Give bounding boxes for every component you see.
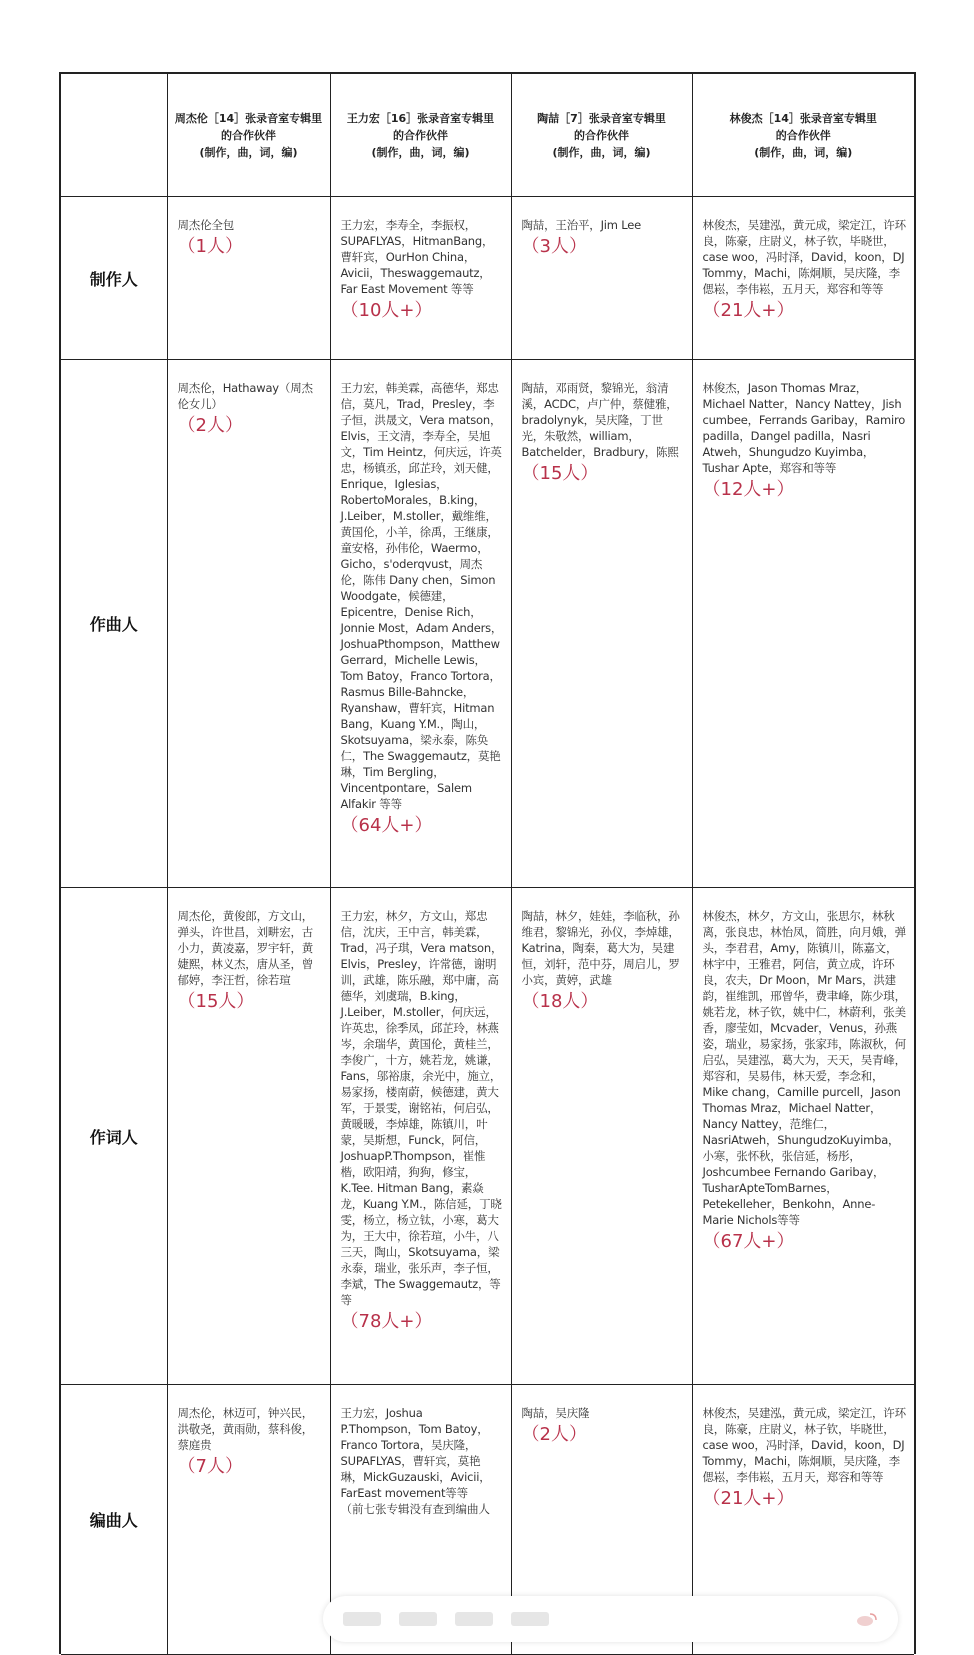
count-label: （12人+） — [702, 479, 795, 500]
names-list: 林俊杰，吴建泓，黄元成，梁定江，许环良，陈豪，庄尉义，林子钦，毕晓世，case woo，冯时泽，David，koon，DJ Tommy，Machi，陈炯顺，吴庆隆，李偲崧，李伟崧，五月天，郑容和等等 — [702, 218, 906, 296]
header-wang-leehom — [330, 74, 511, 197]
names-list: 陶喆，王治平，Jim Lee — [521, 218, 641, 232]
note-text: （前七张专辑没有查到编曲人 — [340, 1502, 490, 1516]
count-label: （2人） — [177, 415, 243, 436]
count-label: （67人+） — [702, 1231, 795, 1252]
row-composers — [61, 360, 914, 888]
names-list: 周杰伦，Hathaway（周杰伦女儿） — [177, 381, 313, 411]
table-cell — [167, 197, 330, 360]
header-line: 陶喆［7］张录音室专辑里 — [537, 111, 666, 125]
header-line: (制作，曲，词，编) — [371, 145, 470, 159]
table-cell — [511, 888, 692, 1385]
header-jay-chou — [167, 74, 330, 197]
header-david-tao — [511, 74, 692, 197]
count-label: （78人+） — [340, 1311, 433, 1332]
watermark-overlay — [323, 1596, 898, 1642]
watermark-block — [343, 1612, 381, 1626]
watermark-logo-icon — [856, 1611, 878, 1627]
names-list: 王力宏，林夕，方文山，郑忠信，沈庆，王中言，韩美霖，Trad，冯子琪，Vera matson，Elvis，Presley，许常德，谢明训，武雄，陈乐融，郑中庸，高德华，刘虞瑞，B.king，J.Leiber，M.stoller，何庆远，许英忠，徐季凤，邱芷玲，林燕岑，余瑞华，黄国伦，黄桂兰，李俊广，十方，姚若龙，姚谦，Fans，邬裕康，余光中，施立，易家扬，楼南蔚，候德建，黄大军，于景雯，谢铭祐，何启弘，黄暖暖，李焯雄，陈镇川，叶蒙，吴斯想，Funck，阿信，JoshuapP.Thompson，崔惟楷，欧阳靖，狗狗，修宝，K.Tee. Hitman Bang，素焱龙，Kuang Y.M.，陈信延，丁晓雯，杨立，杨立钛，小寒，葛大为，王大中，徐若瑄，小牛，八三天，陶山，Skotsuyama，梁永泰，瑞业，张乐声，李子恒，李斌，The Swaggemautz，等等 — [340, 909, 503, 1307]
header-line: 周杰伦［14］张录音室专辑里 — [174, 111, 323, 125]
names-list: 周杰伦，黄俊郎，方文山，弹头，许世昌，刘畊宏，古小力，黄凌嘉，罗宇轩，黄婕熙，林义杰，唐从圣，曾郁婷，李汪哲，徐若瑄 — [177, 909, 314, 987]
names-list: 周杰伦全包 — [177, 218, 234, 232]
names-list: 周杰伦，林迈可，钟兴民，洪敬尧，黄雨勋，蔡科俊，蔡庭贵 — [177, 1406, 314, 1452]
header-line: 的合作伙伴 — [393, 128, 448, 142]
header-jj-lin — [692, 74, 914, 197]
header-line: 王力宏［16］张录音室专辑里 — [346, 111, 495, 125]
row-lyricists — [61, 888, 914, 1385]
count-label: （10人+） — [340, 300, 433, 321]
header-line: 的合作伙伴 — [221, 128, 276, 142]
table-cell — [692, 360, 914, 888]
count-label: （18人） — [521, 991, 599, 1012]
collaborators-table — [61, 74, 914, 1655]
count-label: （2人） — [521, 1424, 587, 1445]
names-list: 陶喆，林夕，娃娃，李临秋，孙维君，黎锦光，孙仪，李焯雄，Katrina，陶秦，葛大为，吴建恒，刘轩，范中芬，周启儿，罗小宾，黄婷，武雄 — [521, 909, 680, 987]
names-list: 王力宏，Joshua P.Thompson，Tom Batoy，Franco Tortora，吴庆隆，SUPAFLYAS，曹轩宾，莫艳琳，MickGuzauski，Avicii，FarEast movement等等 — [340, 1406, 491, 1500]
count-label: （7人） — [177, 1456, 243, 1477]
table-cell — [167, 888, 330, 1385]
watermark-block — [399, 1612, 437, 1626]
row-label: 制作人 — [61, 197, 167, 360]
table-cell — [167, 360, 330, 888]
count-label: （15人） — [521, 463, 599, 484]
row-label: 编曲人 — [61, 1385, 167, 1655]
names-list: 王力宏，李寿全，李振权，SUPAFLYAS，HitmanBang，曹轩宾，OurHon China，Avicii，Theswaggemautz，Far East Movement 等等 — [340, 218, 494, 296]
table-cell — [692, 197, 914, 360]
table-cell — [511, 360, 692, 888]
count-label: （1人） — [177, 236, 243, 257]
table-cell — [330, 360, 511, 888]
header-line: (制作，曲，词，编) — [199, 145, 298, 159]
header-line: (制作，曲，词，编) — [552, 145, 651, 159]
count-label: （21人+） — [702, 300, 795, 321]
header-line: 的合作伙伴 — [775, 128, 831, 142]
names-list: 林俊杰，吴建泓，黄元成，梁定江，许环良，陈豪，庄尉义，林子钦，毕晓世，case woo，冯时泽，David，koon，DJ Tommy，Machi，陈炯顺，吴庆隆，李偲崧，李伟崧，五月天，郑容和等等 — [702, 1406, 906, 1484]
table-cell — [330, 888, 511, 1385]
comparison-table-frame — [59, 72, 916, 1654]
table-cell — [511, 197, 692, 360]
table-cell — [692, 888, 914, 1385]
header-line: 林俊杰［14］张录音室专辑里 — [729, 111, 877, 125]
names-list: 陶喆，吴庆隆 — [521, 1406, 590, 1420]
watermark-block — [455, 1612, 493, 1626]
count-label: （3人） — [521, 236, 587, 257]
table-cell — [167, 1385, 330, 1655]
row-label: 作词人 — [61, 888, 167, 1385]
header-line: 的合作伙伴 — [574, 128, 629, 142]
header-line: (制作，曲，词，编) — [754, 145, 853, 159]
names-list: 林俊杰，Jason Thomas Mraz，Michael Natter，Nancy Nattey，Jish cumbee，Ferrands Garibay，Ramiro padilla，Dangel padilla，Nasri Atweh，Shungudzo Kuyimba，Tushar Apte，郑容和等等 — [702, 381, 906, 475]
names-list: 陶喆，邓雨贤，黎锦光，翁清溪，ACDC，卢广仲，蔡健雅，bradolynyk，吴庆隆，丁世光，朱敬然，william，Batchelder，Bradbury，陈熙 — [521, 381, 679, 459]
names-list: 林俊杰，林夕，方文山，张思尔，林秋离，张良忠，林怡凤，简胜，向月娥，弹头，李君君，Amy，陈镇川，陈嘉文，林宇中，王雅君，阿信，黄立成，许环良，农夫，Dr Moon，Mr Mars，洪建韵，崔维凯，邢曾华，费聿峰，陈少琪，姚若龙，林子钦，姚中仁，林蔚利，张美香，廖莹如，Mcvader，Venus，孙燕姿，瑞业，易家扬，张家玮，陈淑秋，何启弘，吴建泓，葛大为，天天，吴青峰，郑容和，吴易伟，林天爱，李念和，Mike chang，Camille purcell，Jason Thomas Mraz，Michael Natter，Nancy Nattey，范维仁，NasriAtweh，ShungudzoKuyimba，小寒，张怀秋，张信延，杨彤，Joshcumbee Fernando Garibay，TusharApteTomBarnes，Petekelleher，Benkohn，Anne-Marie Nichols等等 — [702, 909, 906, 1227]
header-row — [61, 74, 914, 197]
row-label: 作曲人 — [61, 360, 167, 888]
names-list: 王力宏，韩美霖，高德华，郑忠信，莫凡，Trad，Presley，李子恒，洪晟文，Vera matson，Elvis，王文清，李寿全，吴旭文，Tim Heintz，何庆远，许英忠，杨镇丞，邱芷玲，刘天健，Enrique，Iglesias，RobertoMorales，B.king，J.Leiber，M.stoller，戴维维，黄国伦，小羊，徐禹，王继康，童安格，孙伟伦，Waermo，Gicho，s'oderqvust，周杰伦，陈伟 Dany chen，Simon Woodgate，候德建，Epicentre，Denise Rich，Jonnie Most，Adam Anders，JoshuaPthompson，Matthew Gerrard，Michelle Lewis，Tom Batoy，Franco Tortora，Rasmus Bille-Bahncke，Ryanshaw，曹轩宾，Hitman Bang，Kuang Y.M.，陶山，Skotsuyama，梁永泰，陈奂仁，The Swaggemautz，莫艳琳，Tim Bergling，Vincentpontare，Salem Alfakir 等等 — [340, 381, 503, 811]
count-label: （64人+） — [340, 815, 433, 836]
count-label: （21人+） — [702, 1488, 795, 1509]
table-cell — [330, 197, 511, 360]
row-producers — [61, 197, 914, 360]
count-label: （15人） — [177, 991, 255, 1012]
corner-cell — [61, 74, 167, 197]
watermark-block — [511, 1612, 549, 1626]
